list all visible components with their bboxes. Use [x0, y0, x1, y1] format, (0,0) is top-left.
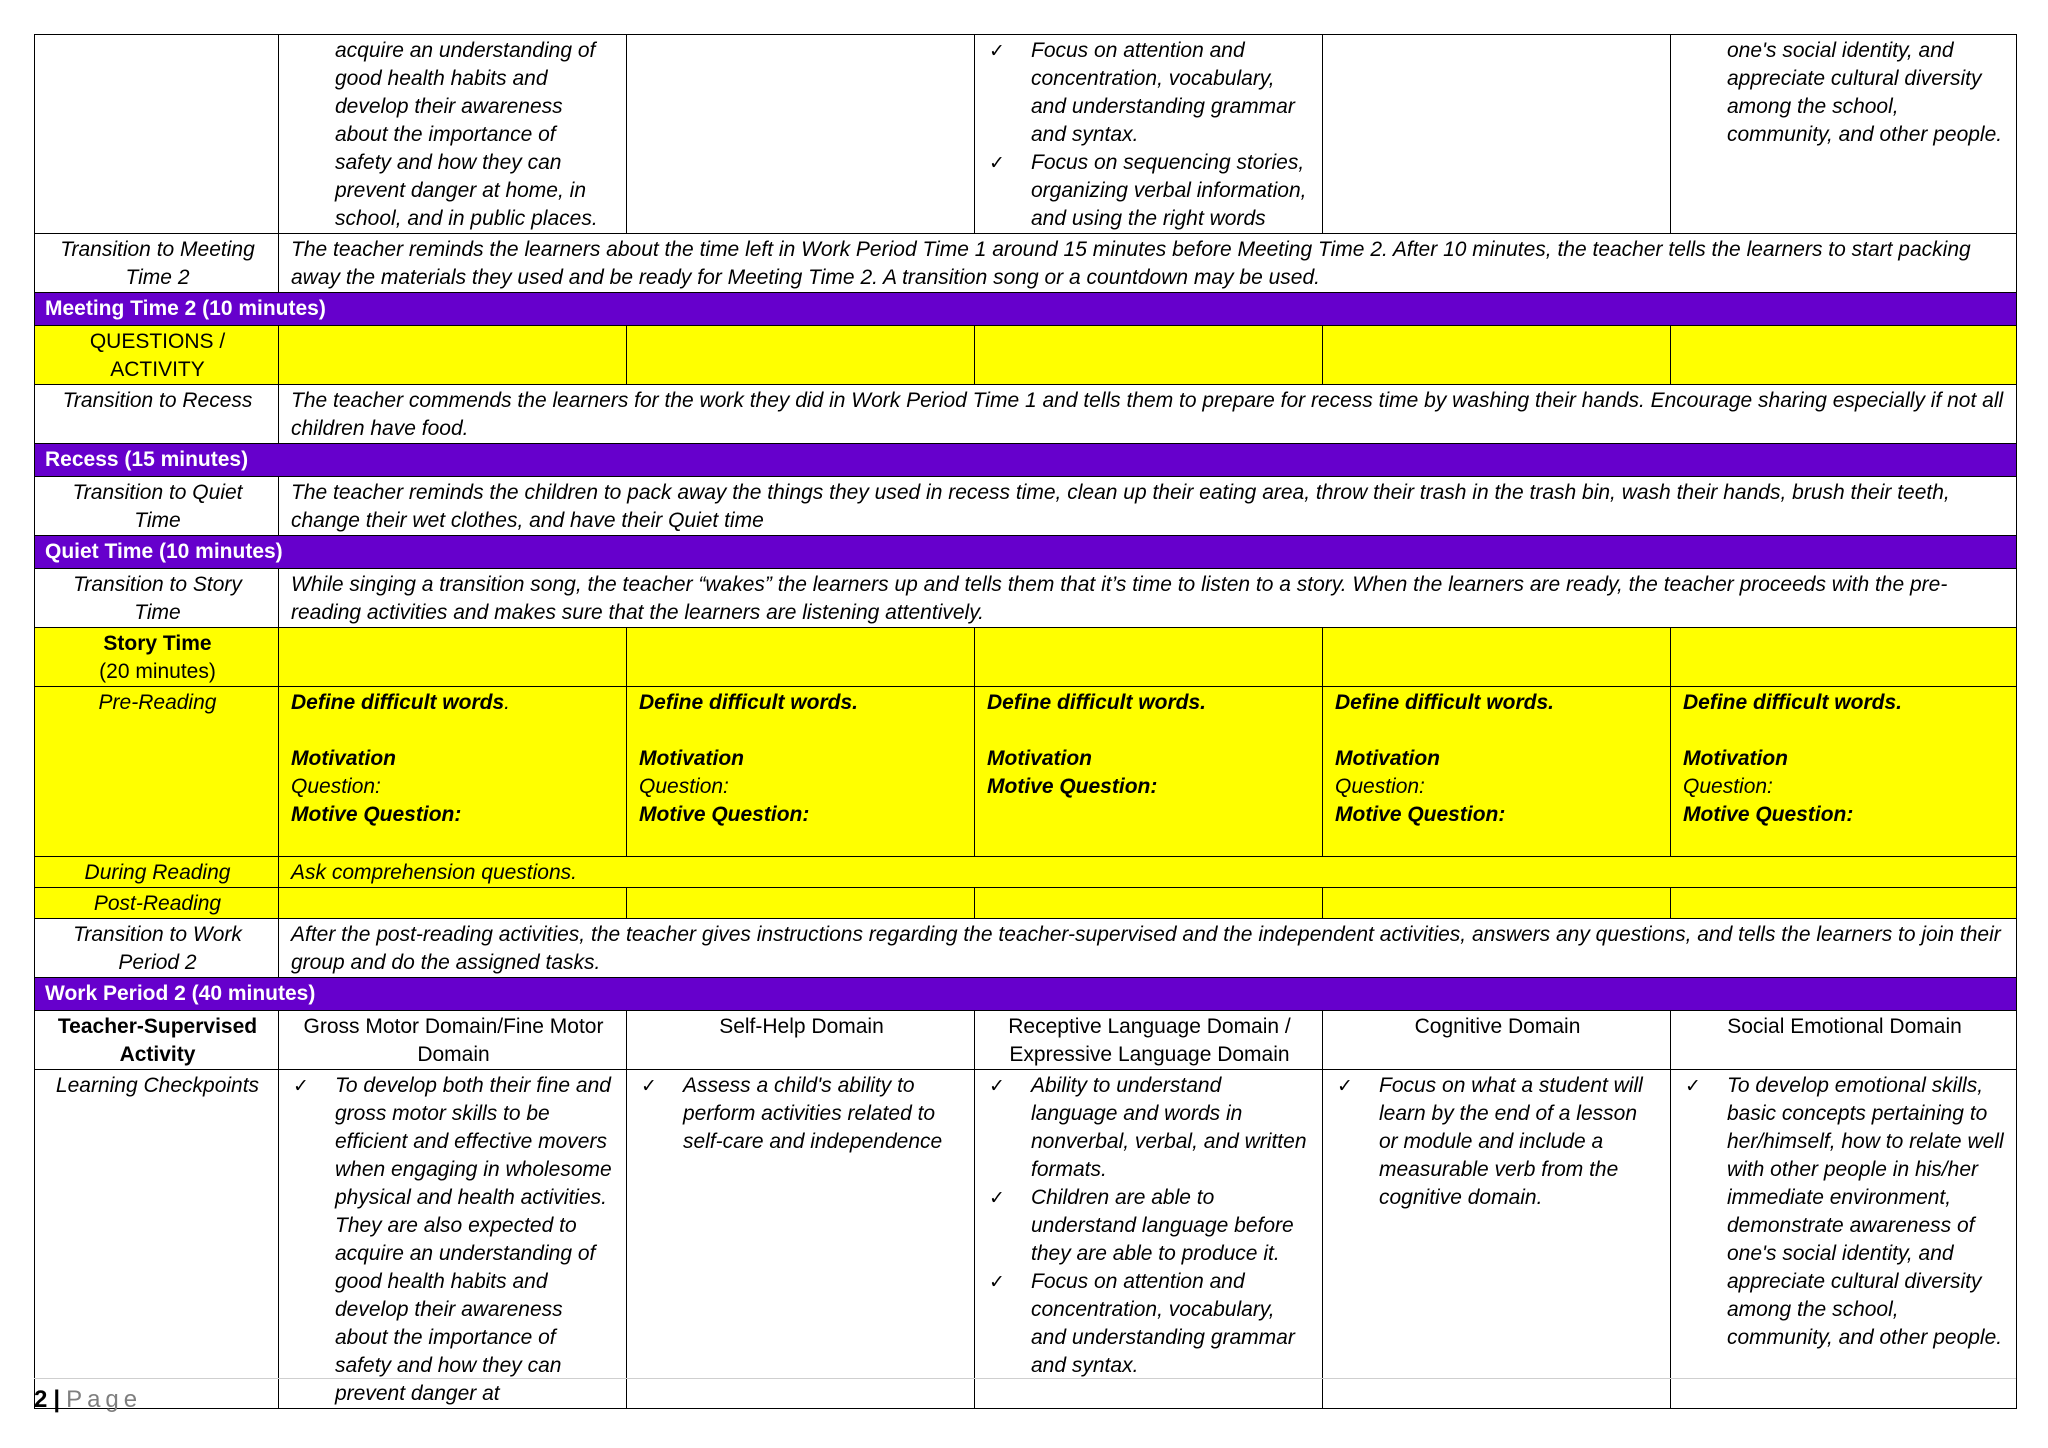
transition-recess-row	[35, 385, 2017, 444]
pre-reading-cell	[627, 687, 975, 857]
section-band-recess	[35, 444, 2017, 477]
define-words: Define difficult words.	[1335, 691, 1554, 714]
yellow-cell	[279, 628, 627, 687]
checklist-item: ✓ Focus on sequencing stories, organizing verbal information, and using the right words	[987, 149, 1312, 233]
motive-question-label: Motive Question:	[291, 803, 462, 826]
define-words: Define difficult words.	[1683, 691, 1902, 714]
section-band-work2	[35, 978, 2017, 1011]
define-dot: .	[504, 691, 510, 714]
yellow-cell	[627, 628, 975, 687]
gross-motor-continuation	[279, 35, 627, 234]
checklist-item: ✓ Focus on attention and concentration, vocabulary, and understanding grammar and syntax.	[987, 1268, 1312, 1380]
motivation-label: Motivation	[987, 747, 1092, 770]
checklist-item: ✓ Ability to understand language and words in nonverbal, verbal, and written formats.	[987, 1072, 1312, 1184]
empty-cell	[1323, 35, 1671, 234]
motivation-label: Motivation	[1683, 747, 1788, 770]
pre-reading-cell	[1671, 687, 2017, 857]
row-label: Learning Checkpoints	[35, 1070, 279, 1409]
learning-checkpoints-row	[35, 1070, 2017, 1409]
yellow-cell	[975, 326, 1323, 385]
define-words: Define difficult words.	[639, 691, 858, 714]
checklist-item: ✓ Assess a child's ability to perform activities related to self-care and independence	[639, 1072, 964, 1156]
motive-question-label: Motive Question:	[639, 803, 810, 826]
questions-row	[35, 326, 2017, 385]
row-text: The teacher reminds the learners about the time left in Work Period Time 1 around 15 minutes before Meeting Time 2. After 10 minutes, the teacher tells the learners to start packing away the materials they used and be ready for Meeting Time 2. A transition song or a countdown may be used.	[279, 234, 2017, 293]
domains-header-row	[35, 1011, 2017, 1070]
social-checkpoints	[1671, 1070, 2017, 1409]
transition-story-row	[35, 569, 2017, 628]
question-label: Question:	[1335, 775, 1425, 798]
pre-reading-row	[35, 687, 2017, 857]
yellow-cell	[1323, 326, 1671, 385]
story-time-duration: (20 minutes)	[99, 660, 216, 683]
define-words: Define difficult words	[291, 691, 505, 714]
self-help-checkpoints	[627, 1070, 975, 1409]
yellow-cell	[1671, 888, 2017, 919]
transition-work2-row	[35, 919, 2017, 978]
questions-label: QUESTIONS / ACTIVITY	[35, 326, 279, 385]
yellow-cell	[627, 326, 975, 385]
checklist-item: ✓ Children are able to understand language before they are able to produce it.	[987, 1184, 1312, 1268]
story-time-title: Story Time	[103, 632, 212, 655]
yellow-cell	[1671, 326, 2017, 385]
yellow-cell	[1671, 628, 2017, 687]
yellow-cell	[975, 888, 1323, 919]
empty-cell	[627, 35, 975, 234]
continuation-row	[35, 35, 2017, 234]
label-cell-empty	[35, 35, 279, 234]
page-word: Page	[66, 1386, 143, 1413]
pre-reading-cell	[279, 687, 627, 857]
row-label: During Reading	[35, 857, 279, 888]
section-title: Quiet Time (10 minutes)	[35, 536, 2017, 569]
transition-quiet-row	[35, 477, 2017, 536]
yellow-cell	[279, 888, 627, 919]
yellow-cell	[975, 628, 1323, 687]
checklist-item: ✓ To develop emotional skills, basic concepts pertaining to her/himself, how to relate well with other people in his/her immediate environment, demonstrate awareness of one's social identity, and appreciate cultural diversity among the school, community, and other people.	[1683, 1072, 2006, 1352]
story-time-label	[35, 628, 279, 687]
section-title: Meeting Time 2 (10 minutes)	[35, 293, 2017, 326]
motive-question-label: Motive Question:	[1683, 803, 1854, 826]
domain-header: Self-Help Domain	[627, 1011, 975, 1070]
footer-divider	[34, 1378, 2016, 1379]
transition-meeting2-row	[35, 234, 2017, 293]
during-reading-row	[35, 857, 2017, 888]
story-time-row	[35, 628, 2017, 687]
question-label: Question:	[1683, 775, 1773, 798]
define-words: Define difficult words.	[987, 691, 1206, 714]
yellow-cell	[279, 326, 627, 385]
continuation-text: acquire an understanding of good health habits and develop their awareness about the importance of safety and how they can prevent danger at home, in school, and in public places.	[335, 39, 598, 230]
row-label: Transition to Meeting Time 2	[35, 234, 279, 293]
section-band-meeting2	[35, 293, 2017, 326]
row-label: Transition to Story Time	[35, 569, 279, 628]
domain-header: Gross Motor Domain/Fine Motor Domain	[279, 1011, 627, 1070]
yellow-cell	[1323, 888, 1671, 919]
section-title: Work Period 2 (40 minutes)	[35, 978, 2017, 1011]
gross-motor-checkpoints	[279, 1070, 627, 1409]
motivation-label: Motivation	[1335, 747, 1440, 770]
row-label: Transition to Recess	[35, 385, 279, 444]
row-label: Pre-Reading	[35, 687, 279, 857]
motivation-label: Motivation	[291, 747, 396, 770]
row-text: After the post-reading activities, the teacher gives instructions regarding the teacher-supervised and the independent activities, answers any questions, and tells the learners to join their group and do the assigned tasks.	[279, 919, 2017, 978]
motive-question-label: Motive Question:	[1335, 803, 1506, 826]
row-text: The teacher reminds the children to pack away the things they used in recess time, clean up their eating area, throw their trash in the trash bin, wash their hands, brush their teeth, change their wet clothes, and have their Quiet time	[279, 477, 2017, 536]
section-title: Recess (15 minutes)	[35, 444, 2017, 477]
teacher-supervised-label: Teacher-Supervised Activity	[35, 1011, 279, 1070]
motive-question-label: Motive Question:	[987, 775, 1158, 798]
question-label: Question:	[291, 775, 381, 798]
lesson-plan-table	[34, 34, 2017, 1409]
checklist-item: ✓ To develop both their fine and gross motor skills to be efficient and effective movers when engaging in wholesome physical and health activities. They are also expected to acquire an understanding of good health habits and develop their awareness about the importance of safety and how they can prevent danger at	[291, 1072, 616, 1408]
page-footer	[34, 1386, 142, 1414]
language-continuation	[975, 35, 1323, 234]
row-label: Transition to Work Period 2	[35, 919, 279, 978]
language-checkpoints	[975, 1070, 1323, 1409]
question-label: Question:	[639, 775, 729, 798]
checklist-item: ✓ Focus on attention and concentration, vocabulary, and understanding grammar and syntax.	[987, 37, 1312, 149]
row-label: Post-Reading	[35, 888, 279, 919]
footer-separator: |	[53, 1386, 61, 1413]
domain-header: Cognitive Domain	[1323, 1011, 1671, 1070]
page-number: 2	[34, 1386, 48, 1413]
yellow-cell	[627, 888, 975, 919]
cognitive-checkpoints	[1323, 1070, 1671, 1409]
domain-header: Social Emotional Domain	[1671, 1011, 2017, 1070]
pre-reading-cell	[1323, 687, 1671, 857]
checklist-item: ✓ Focus on what a student will learn by the end of a lesson or module and include a measurable verb from the cognitive domain.	[1335, 1072, 1660, 1212]
section-band-quiet	[35, 536, 2017, 569]
row-text: Ask comprehension questions.	[279, 857, 2017, 888]
row-label: Transition to Quiet Time	[35, 477, 279, 536]
row-text: While singing a transition song, the teacher “wakes” the learners up and tells them that it’s time to listen to a story. When the learners are ready, the teacher proceeds with the pre-reading activities and makes sure that the learners are listening attentively.	[279, 569, 2017, 628]
continuation-text: one's social identity, and appreciate cultural diversity among the school, community, and other people.	[1727, 39, 2003, 146]
yellow-cell	[1323, 628, 1671, 687]
social-continuation	[1671, 35, 2017, 234]
row-text: The teacher commends the learners for the work they did in Work Period Time 1 and tells them to prepare for recess time by washing their hands. Encourage sharing especially if not all children have food.	[279, 385, 2017, 444]
pre-reading-cell	[975, 687, 1323, 857]
post-reading-row	[35, 888, 2017, 919]
domain-header: Receptive Language Domain / Expressive Language Domain	[975, 1011, 1323, 1070]
motivation-label: Motivation	[639, 747, 744, 770]
